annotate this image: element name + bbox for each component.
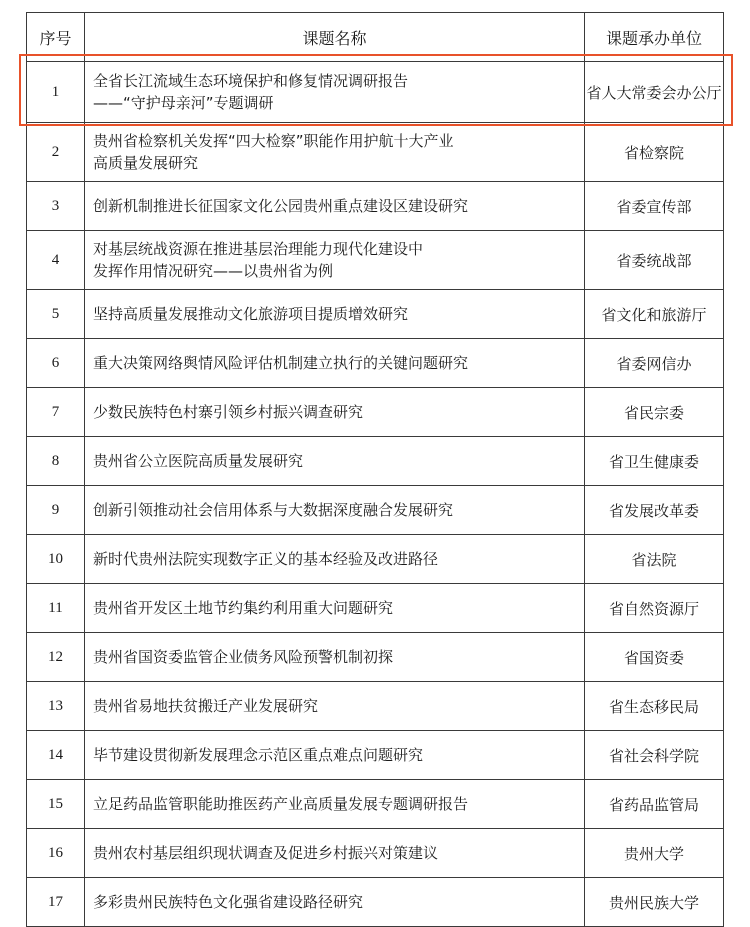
row-title-line: 毕节建设贯彻新发展理念示范区重点难点问题研究	[93, 746, 424, 764]
row-unit: 省国资委	[585, 633, 724, 682]
row-index: 3	[27, 182, 85, 231]
row-index: 10	[27, 535, 85, 584]
row-title	[85, 388, 585, 437]
row-title	[85, 535, 585, 584]
row-unit: 贵州民族大学	[585, 878, 724, 927]
row-index: 8	[27, 437, 85, 486]
row-title-line: 创新引领推动社会信用体系与大数据深度融合发展研究	[93, 501, 454, 519]
row-unit: 省法院	[585, 535, 724, 584]
row-title	[85, 878, 585, 927]
row-title-line: 全省长江流域生态环境保护和修复情况调研报告	[93, 72, 409, 90]
row-title	[85, 633, 585, 682]
row-title	[85, 62, 585, 123]
row-title	[85, 682, 585, 731]
row-title	[85, 339, 585, 388]
row-title-line: 贵州农村基层组织现状调查及促进乡村振兴对策建议	[93, 844, 439, 862]
row-title-line: 贵州省易地扶贫搬迁产业发展研究	[93, 697, 319, 715]
row-title	[85, 231, 585, 290]
row-title-line: ——“守护母亲河”专题调研	[93, 94, 274, 112]
row-index: 2	[27, 123, 85, 182]
row-index: 15	[27, 780, 85, 829]
row-title-line: 少数民族特色村寨引领乡村振兴调查研究	[93, 403, 364, 421]
row-title-line: 贵州省国资委监管企业债务风险预警机制初探	[93, 648, 394, 666]
row-unit: 省民宗委	[585, 388, 724, 437]
row-index: 5	[27, 290, 85, 339]
row-title-line: 发挥作用情况研究——以贵州省为例	[93, 262, 334, 280]
table-row	[27, 584, 724, 633]
row-unit: 贵州大学	[585, 829, 724, 878]
table-row	[27, 339, 724, 388]
row-title-line: 坚持高质量发展推动文化旅游项目提质增效研究	[93, 305, 409, 323]
row-title	[85, 780, 585, 829]
table-row	[27, 878, 724, 927]
row-title-line: 新时代贵州法院实现数字正义的基本经验及改进路径	[93, 550, 439, 568]
row-title	[85, 182, 585, 231]
row-index: 6	[27, 339, 85, 388]
research-topics-table	[26, 12, 724, 927]
row-index: 12	[27, 633, 85, 682]
row-unit: 省生态移民局	[585, 682, 724, 731]
row-index: 16	[27, 829, 85, 878]
table-row	[27, 231, 724, 290]
header-index: 序号	[27, 13, 85, 62]
row-unit: 省人大常委会办公厅	[585, 62, 724, 123]
table-row	[27, 829, 724, 878]
row-unit: 省自然资源厅	[585, 584, 724, 633]
row-index: 14	[27, 731, 85, 780]
table-row	[27, 486, 724, 535]
table-row	[27, 633, 724, 682]
row-title-line: 对基层统战资源在推进基层治理能力现代化建设中	[93, 240, 424, 258]
table-row	[27, 62, 724, 123]
row-title-line: 重大决策网络舆情风险评估机制建立执行的关键问题研究	[93, 354, 469, 372]
row-index: 4	[27, 231, 85, 290]
row-title-line: 多彩贵州民族特色文化强省建设路径研究	[93, 893, 364, 911]
row-index: 7	[27, 388, 85, 437]
table-row	[27, 388, 724, 437]
row-index: 11	[27, 584, 85, 633]
row-unit: 省检察院	[585, 123, 724, 182]
row-unit: 省社会科学院	[585, 731, 724, 780]
row-title	[85, 123, 585, 182]
row-title	[85, 829, 585, 878]
header-title: 课题名称	[85, 13, 585, 62]
row-index: 1	[27, 62, 85, 123]
table-row	[27, 780, 724, 829]
row-title	[85, 584, 585, 633]
table-row	[27, 731, 724, 780]
row-unit: 省发展改革委	[585, 486, 724, 535]
row-title-line: 贵州省开发区土地节约集约利用重大问题研究	[93, 599, 394, 617]
table-row	[27, 535, 724, 584]
table-row	[27, 437, 724, 486]
table-header-row	[27, 13, 724, 62]
row-index: 13	[27, 682, 85, 731]
row-index: 17	[27, 878, 85, 927]
row-title	[85, 731, 585, 780]
row-index: 9	[27, 486, 85, 535]
row-unit: 省药品监管局	[585, 780, 724, 829]
row-title-line: 高质量发展研究	[93, 154, 199, 172]
table-body	[27, 62, 724, 927]
row-unit: 省委网信办	[585, 339, 724, 388]
row-unit: 省委统战部	[585, 231, 724, 290]
table-row	[27, 123, 724, 182]
row-title	[85, 437, 585, 486]
row-title	[85, 290, 585, 339]
row-title	[85, 486, 585, 535]
row-title-line: 立足药品监管职能助推医药产业高质量发展专题调研报告	[93, 795, 469, 813]
header-unit: 课题承办单位	[585, 13, 724, 62]
table-row	[27, 290, 724, 339]
row-unit: 省委宣传部	[585, 182, 724, 231]
row-title-line: 创新机制推进长征国家文化公园贵州重点建设区建设研究	[93, 197, 469, 215]
row-unit: 省文化和旅游厅	[585, 290, 724, 339]
row-unit: 省卫生健康委	[585, 437, 724, 486]
table-row	[27, 682, 724, 731]
table-row	[27, 182, 724, 231]
row-title-line: 贵州省公立医院高质量发展研究	[93, 452, 304, 470]
row-title-line: 贵州省检察机关发挥“四大检察”职能作用护航十大产业	[93, 132, 454, 150]
